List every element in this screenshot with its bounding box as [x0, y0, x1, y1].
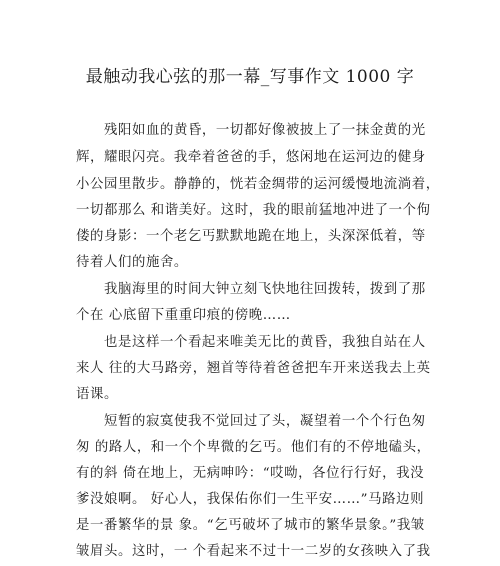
body-line: 待着人们的施舍。 [76, 255, 188, 270]
body-line: 残阳如血的黄昏，一切都好像被披上了一抹金黄的光 [104, 123, 426, 138]
body-line: 辉，耀眼闪亮。我牵着爸爸的手，悠闲地在运河边的健身 [76, 150, 426, 165]
body-line: 爹没娘啊。 好心人，我保佑你们一生平安……”马路边则 [76, 492, 425, 507]
body-line: 皱眉头。这时，一 个看起来不过十一二岁的女孩映入了我 [76, 544, 431, 559]
body-line: 个在 心底留下重重印痕的傍晚…… [76, 308, 291, 323]
body-line: 小公园里散步。静静的，恍若金绸带的运河缓慢地流淌着， [76, 177, 440, 192]
body-line: 也是这样一个看起来唯美无比的黄昏，我独自站在人 [104, 335, 426, 350]
body-line: 有的斜 倚在地上，无病呻吟：“哎呦，各位行行好，我没 [76, 466, 425, 481]
body-line: 偻的身影：一个老乞丐默默地跪在地上，头深深低着，等 [76, 229, 426, 244]
body-line: 短暂的寂寞使我不觉回过了头，凝望着一个个行色匆 [104, 414, 426, 429]
body-line: 我脑海里的时间大钟立刻飞快地往回拨转，拨到了那 [104, 282, 426, 297]
body-line: 语课。 [76, 387, 118, 402]
article-title: 最触动我心弦的那一幕_写事作文 1000 字 [85, 67, 415, 87]
body-line: 来人 往的大马路旁，翘首等待着爸爸把车开来送我去上英 [76, 361, 431, 376]
body-line: 是一番繁华的景 象。“乞丐破坏了城市的繁华景象。”我皱 [76, 518, 425, 533]
body-line: 一切都那么 和谐美好。这时，我的眼前猛地冲进了一个佝 [76, 203, 431, 218]
body-line: 匆 的路人，和一个个卑微的乞丐。他们有的不停地磕头， [76, 440, 431, 455]
